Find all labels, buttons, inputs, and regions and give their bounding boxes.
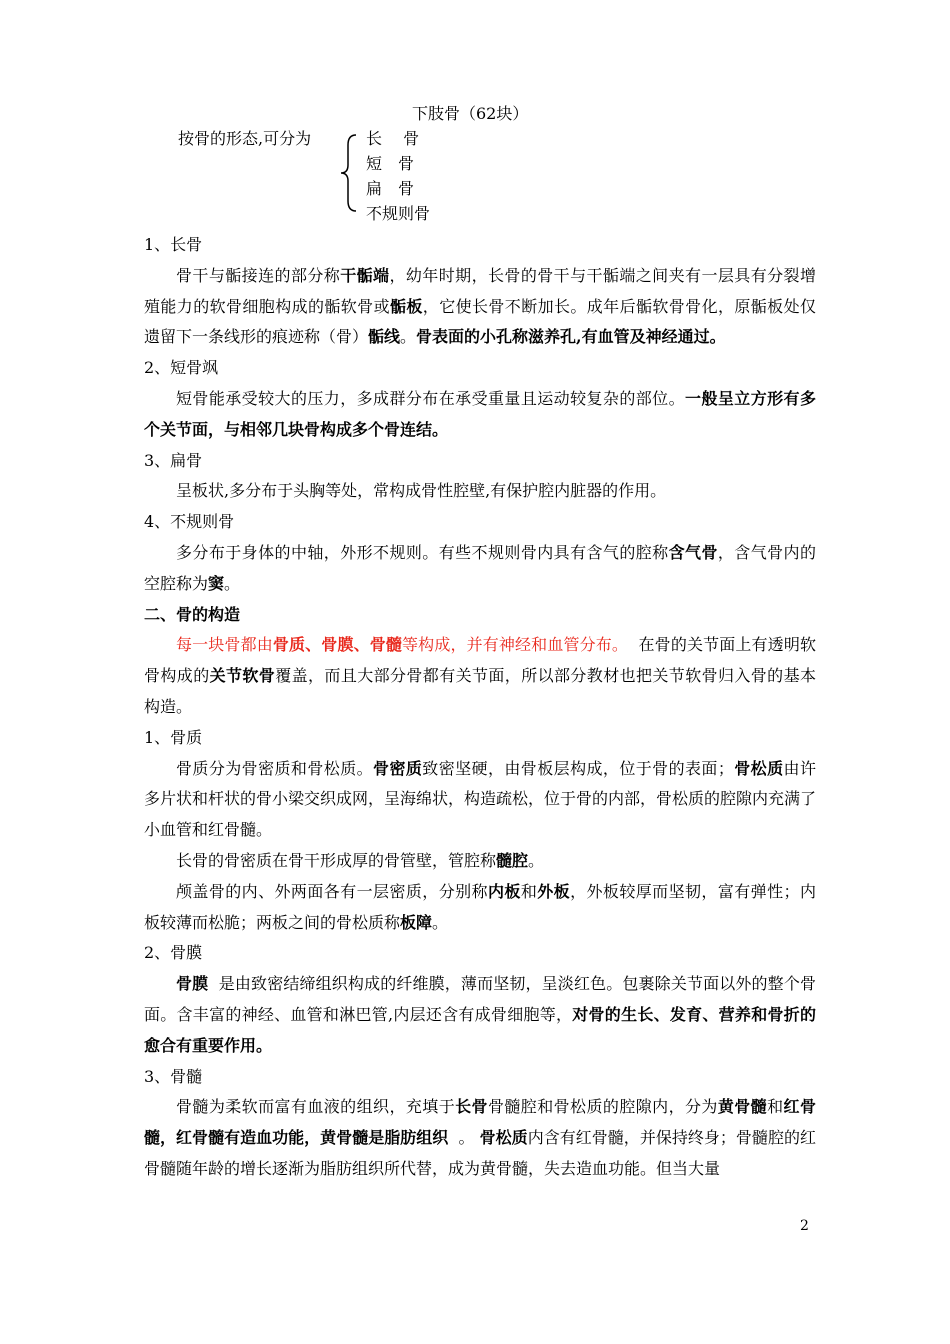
paragraph xyxy=(144,538,816,600)
term: 干骺端 xyxy=(340,265,390,285)
paragraph xyxy=(144,1092,816,1184)
text-run: 多分布于身体的中轴，外形不规则。有些不规则骨内具有含气的腔称 xyxy=(176,542,669,562)
section-heading: 二、骨的构造 xyxy=(144,604,241,624)
classification-item: 长 骨 xyxy=(366,129,420,148)
paragraph xyxy=(144,877,816,939)
text-run: 。 xyxy=(448,1128,480,1148)
text-run: 内含有红骨髓，并保持终身；骨髓腔的红骨髓随年龄的增长逐渐为脂肪组织所代替，成为黄骨髓，失去造血功能。但当大量 xyxy=(144,1128,816,1178)
section-heading: 3、骨髓 xyxy=(144,1066,203,1086)
paragraph xyxy=(144,261,816,353)
term: 骨松质 xyxy=(479,1128,528,1148)
term: 窦 xyxy=(208,573,225,593)
text-run: 。 xyxy=(400,327,417,347)
text-run: ，幼年时期，长骨的骨干与干骺端之间夹有一层具有分裂增殖能力的软骨细胞构成的骺软骨或 xyxy=(144,265,816,316)
term: 长骨 xyxy=(455,1097,488,1117)
highlight-text: 每一块骨都由 xyxy=(176,635,273,655)
emphasis: 骨表面的小孔称滋养孔,有血管及神经通过。 xyxy=(416,327,726,347)
emphasis: 一般呈立方形有多个关节面，与相邻几块骨构成多个骨连结。 xyxy=(144,388,816,439)
section-heading: 4、不规则骨 xyxy=(144,512,235,532)
section-heading: 2、骨膜 xyxy=(144,943,203,963)
text-run: 短骨能承受较大的压力，多成群分布在承受重量且运动较复杂的部位。 xyxy=(176,388,686,408)
term: 外板 xyxy=(537,881,571,901)
text-run: 骨髓腔和骨松质的腔隙内，分为 xyxy=(487,1097,718,1117)
text-run: 骨干与骺接连的部分称 xyxy=(176,265,341,285)
text-run: 覆盖，而且大部分骨都有关节面，所以部分教材也把关节软骨归入骨的基本构造。 xyxy=(144,666,816,716)
body-text xyxy=(144,230,816,1185)
text-run: 在骨的关节面上有透明软骨构成的 xyxy=(144,635,816,686)
term: 骨松质 xyxy=(733,758,784,778)
classification-item: 扁 骨 xyxy=(366,179,415,198)
term: 黄骨髓 xyxy=(717,1097,768,1117)
curly-brace-icon xyxy=(338,133,360,213)
emphasis: 对骨的生长、发育、营养和骨折的愈合有重要作用。 xyxy=(144,1004,816,1055)
highlight-term: 骨质、骨膜、骨髓 xyxy=(272,635,403,655)
text-run: 。 xyxy=(432,912,449,932)
page-title: 下肢骨（62块） xyxy=(412,104,529,123)
text-run: 。 xyxy=(528,850,545,870)
term: 骺板 xyxy=(389,296,423,316)
text-run: 骨髓为柔软而富有血液的组织，充填于 xyxy=(176,1097,456,1117)
term: 含气骨 xyxy=(668,542,718,562)
page-number: 2 xyxy=(800,1218,809,1234)
highlight-text: 等构成，并有神经和血管分布。 xyxy=(402,635,629,655)
section-heading: 1、骨质 xyxy=(144,727,203,747)
paragraph xyxy=(144,969,816,1061)
paragraph xyxy=(144,846,816,877)
text-run: 致密坚硬，由骨板层构成，位于骨的表面； xyxy=(422,758,734,778)
term: 板障 xyxy=(400,912,433,932)
classification-item: 不规则骨 xyxy=(366,204,431,223)
section-heading: 2、短骨飒 xyxy=(144,358,219,378)
section-heading: 3、扁骨 xyxy=(144,450,203,470)
text-run: 。 xyxy=(224,573,241,593)
text-run: ，含气骨内的空腔称为 xyxy=(144,542,816,593)
classification-item: 短 骨 xyxy=(366,154,415,173)
text-run: 长骨的骨密质在骨干形成厚的骨管壁，管腔称 xyxy=(176,850,497,870)
text-run: 骨质分为骨密质和骨松质。 xyxy=(176,758,374,778)
paragraph: 呈板状,多分布于头胸等处，常构成骨性腔壁,有保护腔内脏器的作用。 xyxy=(176,481,667,501)
section-heading: 1、长骨 xyxy=(144,235,203,254)
paragraph xyxy=(144,384,816,446)
term: 髓腔 xyxy=(496,850,529,870)
term: 关节软骨 xyxy=(209,666,276,686)
text-run: ，它使长骨不断加长。成年后骺软骨骨化，原骺板处仅遗留下一条线形的痕迹称（骨） xyxy=(144,296,816,347)
text-run: 颅盖骨的内、外两面各有一层密质，分别称 xyxy=(176,881,488,901)
paragraph xyxy=(144,630,816,722)
term: 骨膜 xyxy=(176,974,209,994)
term: 内板 xyxy=(487,881,521,901)
text-run: 和 xyxy=(767,1097,784,1117)
emphasis: 红骨髓，红骨髓有造血功能，黄骨髓是脂肪组织 xyxy=(144,1097,816,1148)
text-run: ，外板较厚而坚韧，富有弹性；内板较薄而松脆；两板之间的骨松质称 xyxy=(144,881,816,932)
classification-label: 按骨的形态,可分为 xyxy=(178,129,312,148)
text-run: 和 xyxy=(520,881,538,901)
term: 骨密质 xyxy=(373,758,423,778)
text-run: 是由致密结缔组织构成的纤维膜，薄而坚韧，呈淡红色。包裹除关节面以外的整个骨面。含丰富的神经、血管和淋巴管,内层还含有成骨细胞等， xyxy=(144,974,816,1024)
paragraph xyxy=(144,754,816,846)
text-run: 由许多片状和杆状的骨小梁交织成网，呈海绵状，构造疏松，位于骨的内部，骨松质的腔隙内充满了小血管和红骨髓。 xyxy=(144,758,817,840)
term: 骺线 xyxy=(368,327,401,347)
